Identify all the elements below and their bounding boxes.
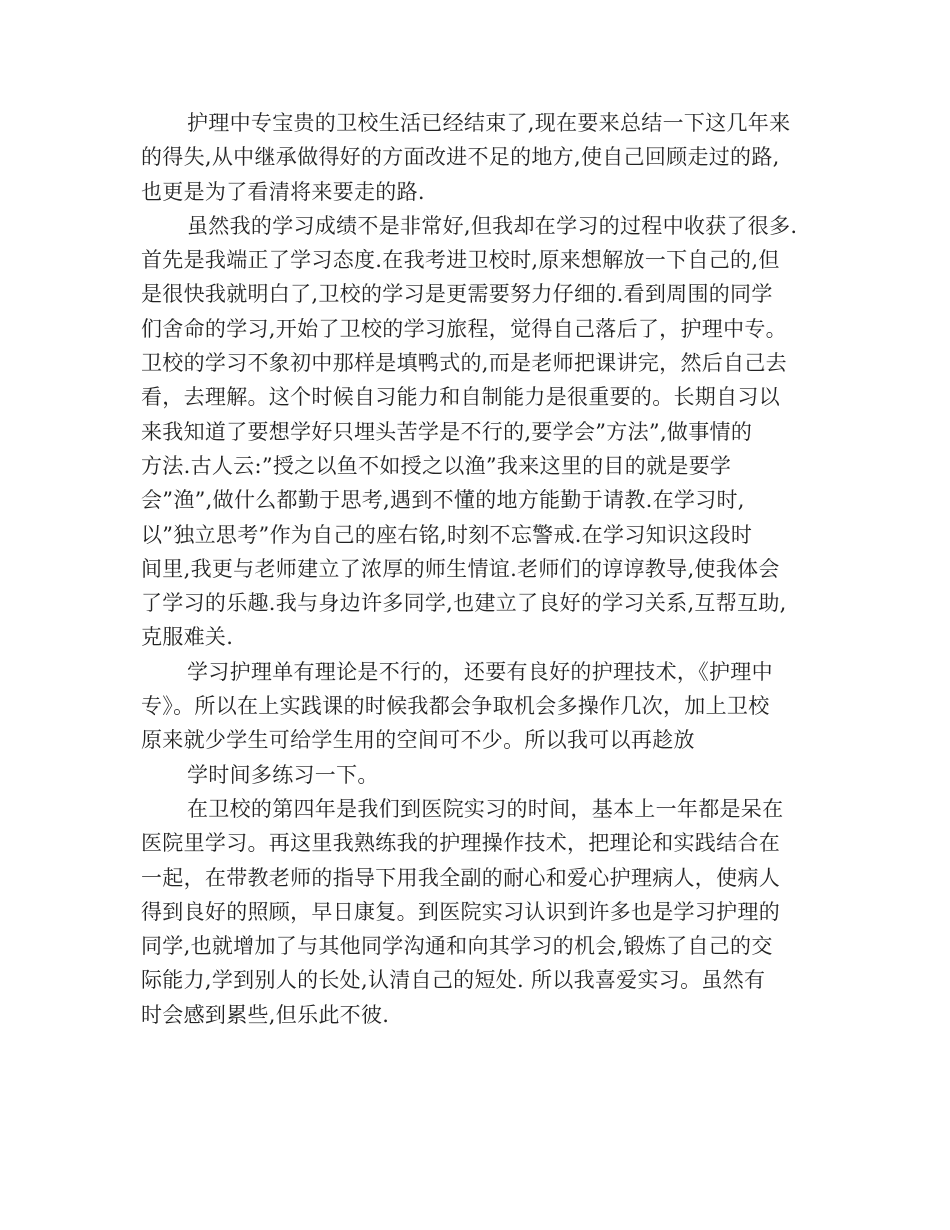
- text-line: 时会感到累些,但乐此不彼.: [141, 1002, 390, 1027]
- text-line: 同学,也就增加了与其他同学沟通和向其学习的机会,锻炼了自己的交: [141, 934, 773, 959]
- text-line: 克服难关.: [141, 625, 234, 650]
- text-line: 卫校的学习不象初中那样是填鸭式的,而是老师把课讲完，然后自己去: [141, 351, 787, 376]
- text-line: 护理中专宝贵的卫校生活已经结束了,现在要来总结一下这几年来: [187, 111, 791, 135]
- text-line: 看，去理解。这个时候自习能力和自制能力是很重要的。长期自习以: [141, 385, 780, 410]
- text-line: 们舍命的学习,开始了卫校的学习旅程，觉得自己落后了，护理中专。: [141, 316, 787, 341]
- text-line: 会”渔”,做什么都勤于思考,遇到不懂的地方能勤于请教.在学习时,: [141, 488, 745, 513]
- text-line: 来我知道了要想学好只埋头苦学是不行的,要学会”方法”,做事情的: [141, 419, 753, 444]
- text-line: 际能力,学到别人的长处,认清自己的短处. 所以我喜爱实习。虽然有: [141, 968, 766, 993]
- text-line: 专》。所以在上实践课的时候我都会争取机会多操作几次，加上卫校: [141, 694, 770, 719]
- text-line: 虽然我的学习成绩不是非常好,但我却在学习的过程中收获了很多.: [187, 213, 798, 238]
- text-line: 了学习的乐趣.我与身边许多同学,也建立了良好的学习关系,互帮互助,: [141, 591, 787, 616]
- text-line: 原来就少学生可给学生用的空间可不少。所以我可以再趁放: [141, 728, 695, 753]
- text-line: 也更是为了看清将来要走的路.: [141, 179, 425, 204]
- text-line: 首先是我端正了学习态度.在我考进卫校时,原来想解放一下自己的,但: [141, 248, 780, 273]
- text-line: 一起，在带教老师的指导下用我全副的耐心和爱心护理病人，使病人: [141, 865, 780, 890]
- text-line: 是很快我就明白了,卫校的学习是更需要努力仔细的.看到周围的同学: [141, 282, 773, 307]
- text-line: 间里,我更与老师建立了浓厚的师生情谊.老师们的谆谆教导,使我体会: [141, 556, 780, 581]
- text-line: 学习护理单有理论是不行的，还要有良好的护理技术，《护理中: [187, 659, 773, 684]
- document-body: [141, 106, 821, 1032]
- text-line: 医院里学习。再这里我熟练我的护理操作技术，把理论和实践结合在: [141, 831, 780, 856]
- text-line: 的得失,从中继承做得好的方面改进不足的地方,使自己回顾走过的路,: [141, 145, 780, 170]
- text-line: 在卫校的第四年是我们到医院实习的时间，基本上一年都是呆在: [187, 796, 784, 821]
- text-line: 学时间多练习一下。: [187, 762, 379, 787]
- text-line: 方法.古人云:”授之以鱼不如授之以渔”我来这里的目的就是要学: [141, 453, 732, 478]
- text-line: 以”独立思考”作为自己的座右铭,时刻不忘警戒.在学习知识这段时: [141, 522, 753, 547]
- text-line: 得到良好的照顾，早日康复。到医院实习认识到许多也是学习护理的: [141, 899, 780, 924]
